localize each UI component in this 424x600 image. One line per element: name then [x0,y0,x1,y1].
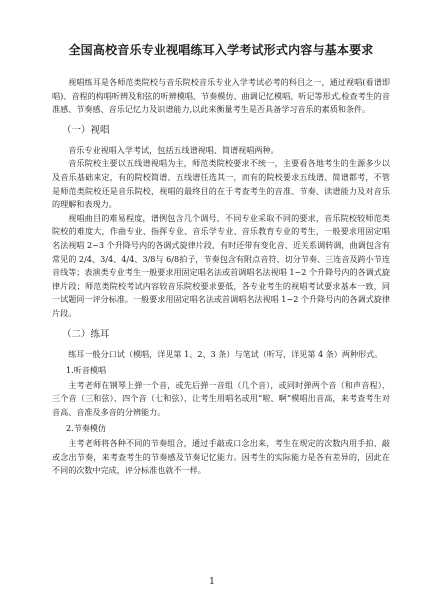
intro-paragraph: 视唱练耳是各师范类院校与音乐院校音乐专业入学考试必考的科目之一，通过视唱(看谱即唱)、音程的构唱听辨及和弦的听辨模唱、节奏模仿、曲调记忆模唱、听记等形式,检查考生的音准感、节奏感、音乐记忆力及识谱能力,以此来衡量考生是否具备学习音乐的素质和条件。 [52,77,390,115]
sight-singing-paragraph-3: 视唱曲目的难易程度，谱例包含几个调号，不同专业采取不同的要求，音乐院校较师范类院校的难度大，作曲专业、指挥专业、音乐学专业、音乐教育专业的考生，一般要求用固定唱名法视唱 2~3 个升降号内的各调式旋律片段，有时还带有变化音、近关系调转调，曲调包含有常见的 2/4、3/4、4/4、3/8与 6/8拍子，节奏包含有附点音符、切分节奏、三连音及跨小节连音线等；表演类专业考生一般要求用固定唱名法或首调唱名法视唱 1~2 个升降号内的各调式旋律片段；师范类院校考试内容较音乐院校要求要低，各专业考生的视唱考试要求基本一致，同一试题同一评分标准。一般要求用固定唱名法或首调唱名法视唱 1~2 个升降号内的各调式旋律片段。 [52,212,390,318]
ear-training-paragraph-1: 练耳一般分口试（模唱，详见第 1、2、3 条）与笔试（听写，详见第 4 条）两种形式。 [68,348,383,359]
sight-singing-paragraph-2: 音乐院校主要以五线谱视唱为主，师范类院校要求不统一，主要看各地考生的生源多少以及音乐基础来定，有的院校简谱、五线谱任选其一，而有的院校要求五线谱、简谱都考，不管是师范类院校还是音乐院校，视唱的最终目的在于考查考生的音准、节奏、读谱能力及对音乐的理解和表现力。 [52,158,390,210]
rhythm-imitation-paragraph: 主考老师将各种不同的节奏组合，通过手敲或口念出来，考生在规定的次数内用手拍、敲或念出节奏，来考查考生的节奏感及节奏记忆能力。因考生的实际能力是各有差异的，因此在不同的次数中完成，评分标准也就不一样。 [52,438,390,476]
document-title: 全国高校音乐专业视唱练耳入学考试形式内容与基本要求 [68,43,374,57]
item-heading-pitch-imitation: 1.听音模唱 [66,365,107,376]
item-heading-rhythm-imitation: 2.节奏模仿 [66,423,107,434]
page-number: 1 [209,577,215,587]
pitch-imitation-paragraph: 主考老师在钢琴上弹一个音，或先后弹一音组（几个音），或同时弹两个音（和声音程）、三个音（三和弦）、四个音（七和弦），让考生用唱名或用“啦、啊”模唱出音高，来考查考生对音高、音准及多音的分辨能力。 [52,379,390,417]
section-heading-ear-training: （二）练耳 [62,328,110,340]
section-heading-sight-singing: （一）视唱 [62,124,110,136]
sight-singing-paragraph-1: 音乐专业视唱入学考试，包括五线谱视唱、简谱视唱两种。 [68,144,279,155]
